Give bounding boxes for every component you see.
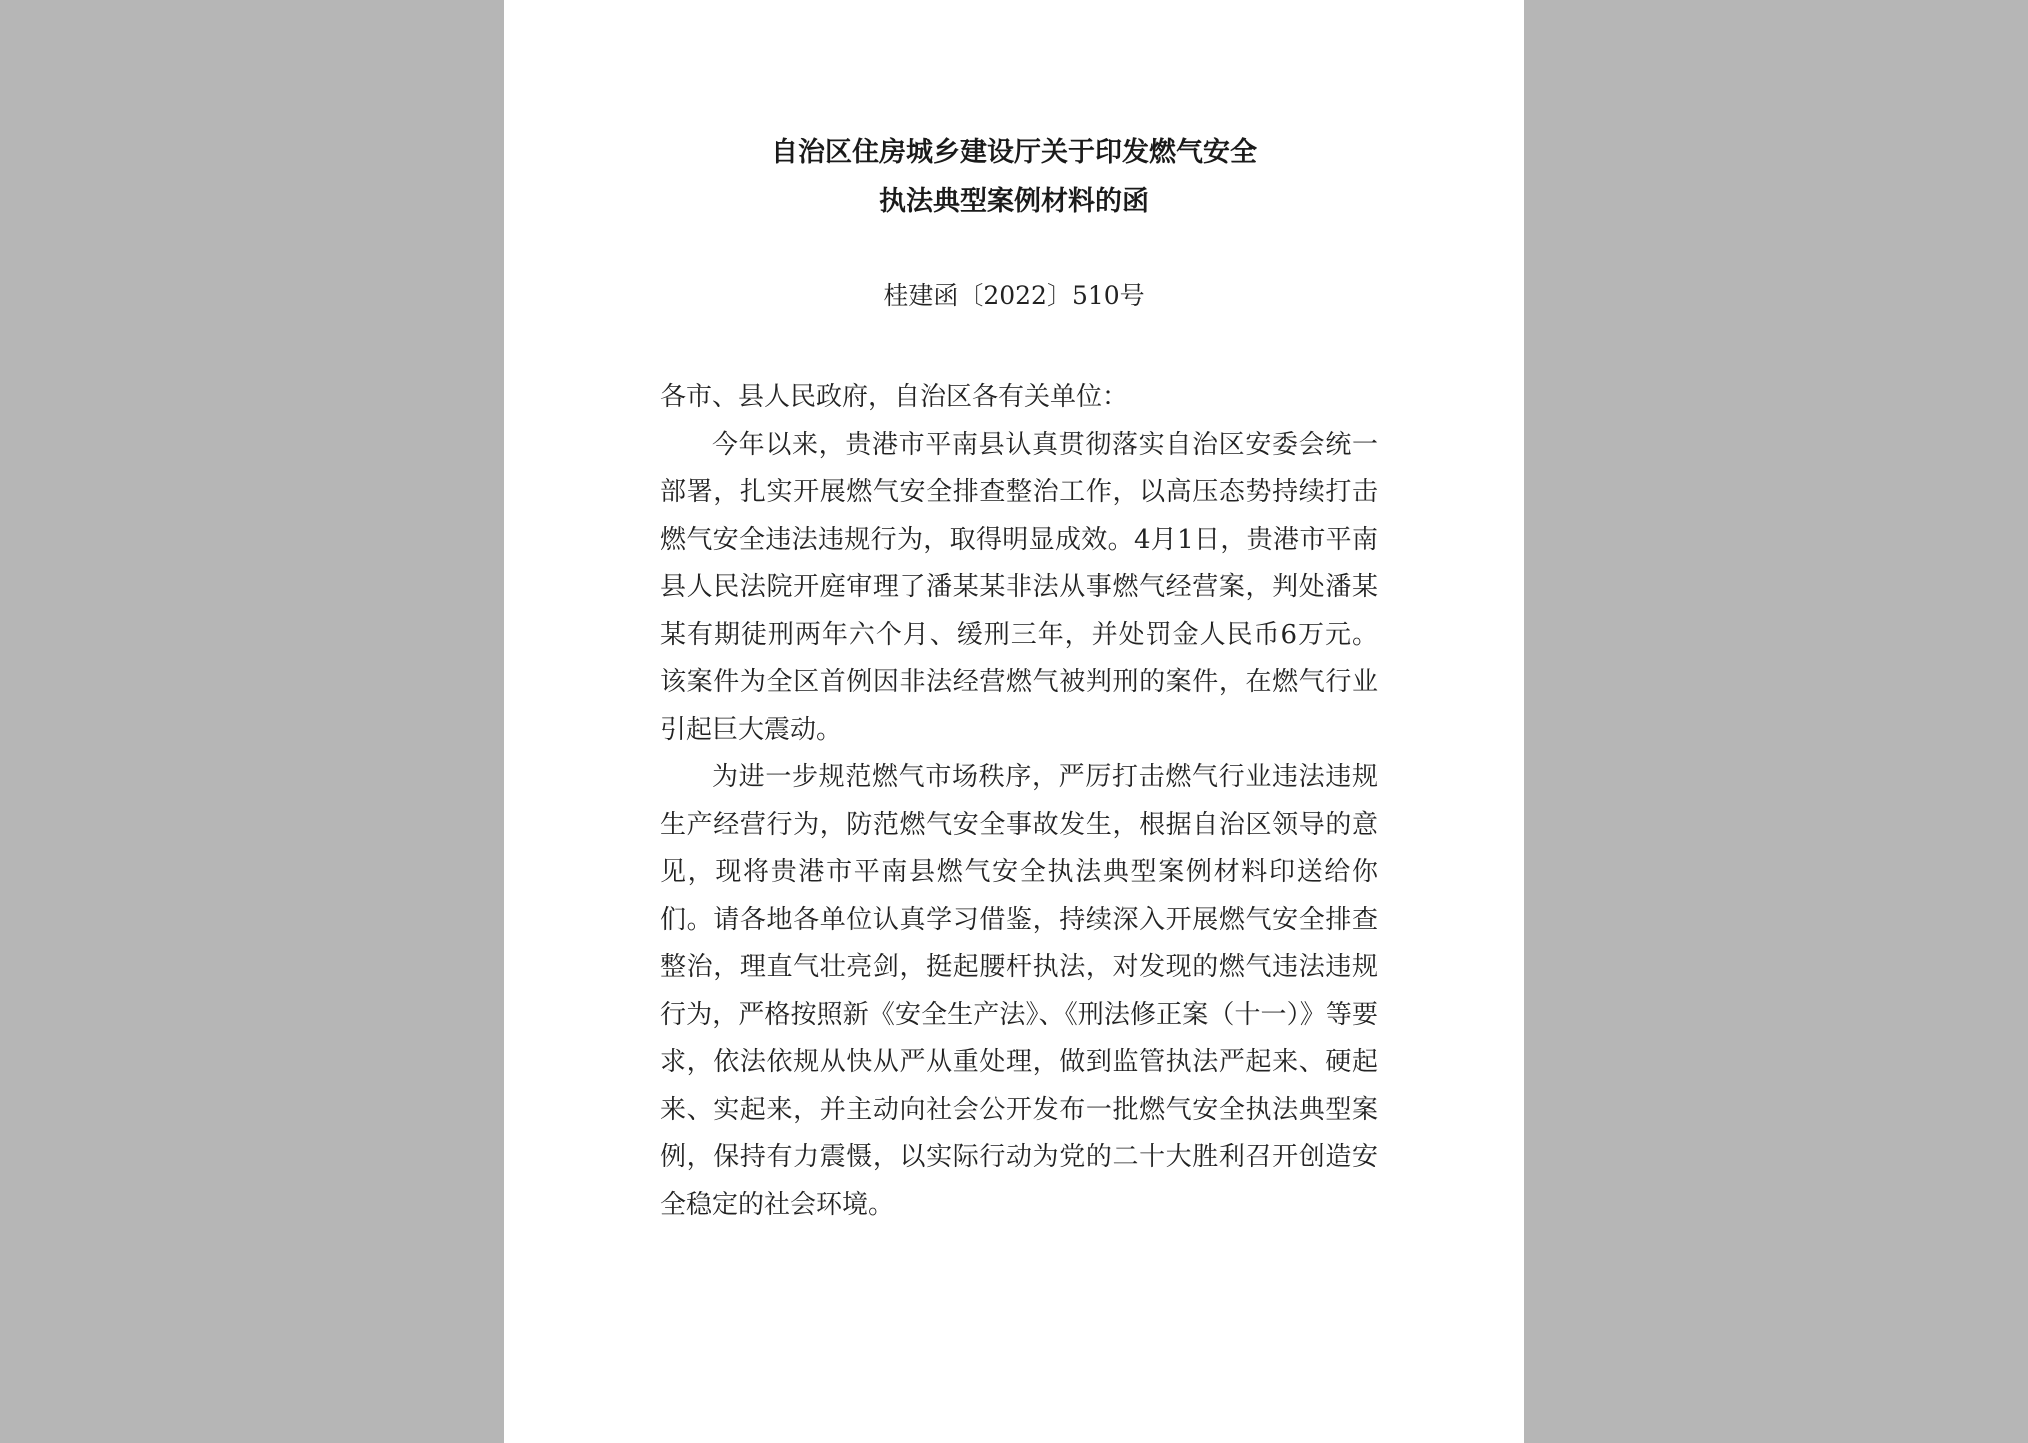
document-title-line-1: 自治区住房城乡建设厅关于印发燃气安全	[771, 137, 1257, 168]
paragraph-2: 为进一步规范燃气市场秩序，严厉打击燃气行业违法违规生产经营行为，防范燃气安全事故发生，根据自治区领导的意见，现将贵港市平南县燃气安全执法典型案例材料印送给你们。请各地各单位认真学习借鉴，持续深入开展燃气安全排查整治，理直气壮亮剑，挺起腰杆执法，对发现的燃气违法违规行为，严格按照新《安全生产法》、《刑法修正案（十一）》等要求，依法依规从快从严从重处理，做到监管执法严起来、硬起来、实起来，并主动向社会公开发布一批燃气安全执法典型案例，保持有力震慑，以实际行动为党的二十大胜利召开创造安全稳定的社会环境。	[660, 762, 1378, 1220]
document-page	[504, 0, 1524, 1443]
document-number: 桂建函〔2022〕510号	[883, 281, 1145, 310]
paragraph-1: 今年以来，贵港市平南县认真贯彻落实自治区安委会统一部署，扎实开展燃气安全排查整治工作，以高压态势持续打击燃气安全违法违规行为，取得明显成效。4月1日，贵港市平南县人民法院开庭审理了潘某某非法从事燃气经营案，判处潘某某有期徒刑两年六个月、缓刑三年，并处罚金人民币6万元。该案件为全区首例因非法经营燃气被判刑的案件，在燃气行业引起巨大震动。	[660, 429, 1378, 745]
document-body	[660, 374, 1378, 1229]
salutation: 各市、县人民政府，自治区各有关单位：	[660, 382, 1129, 412]
document-title-line-2: 执法典型案例材料的函	[879, 186, 1149, 217]
